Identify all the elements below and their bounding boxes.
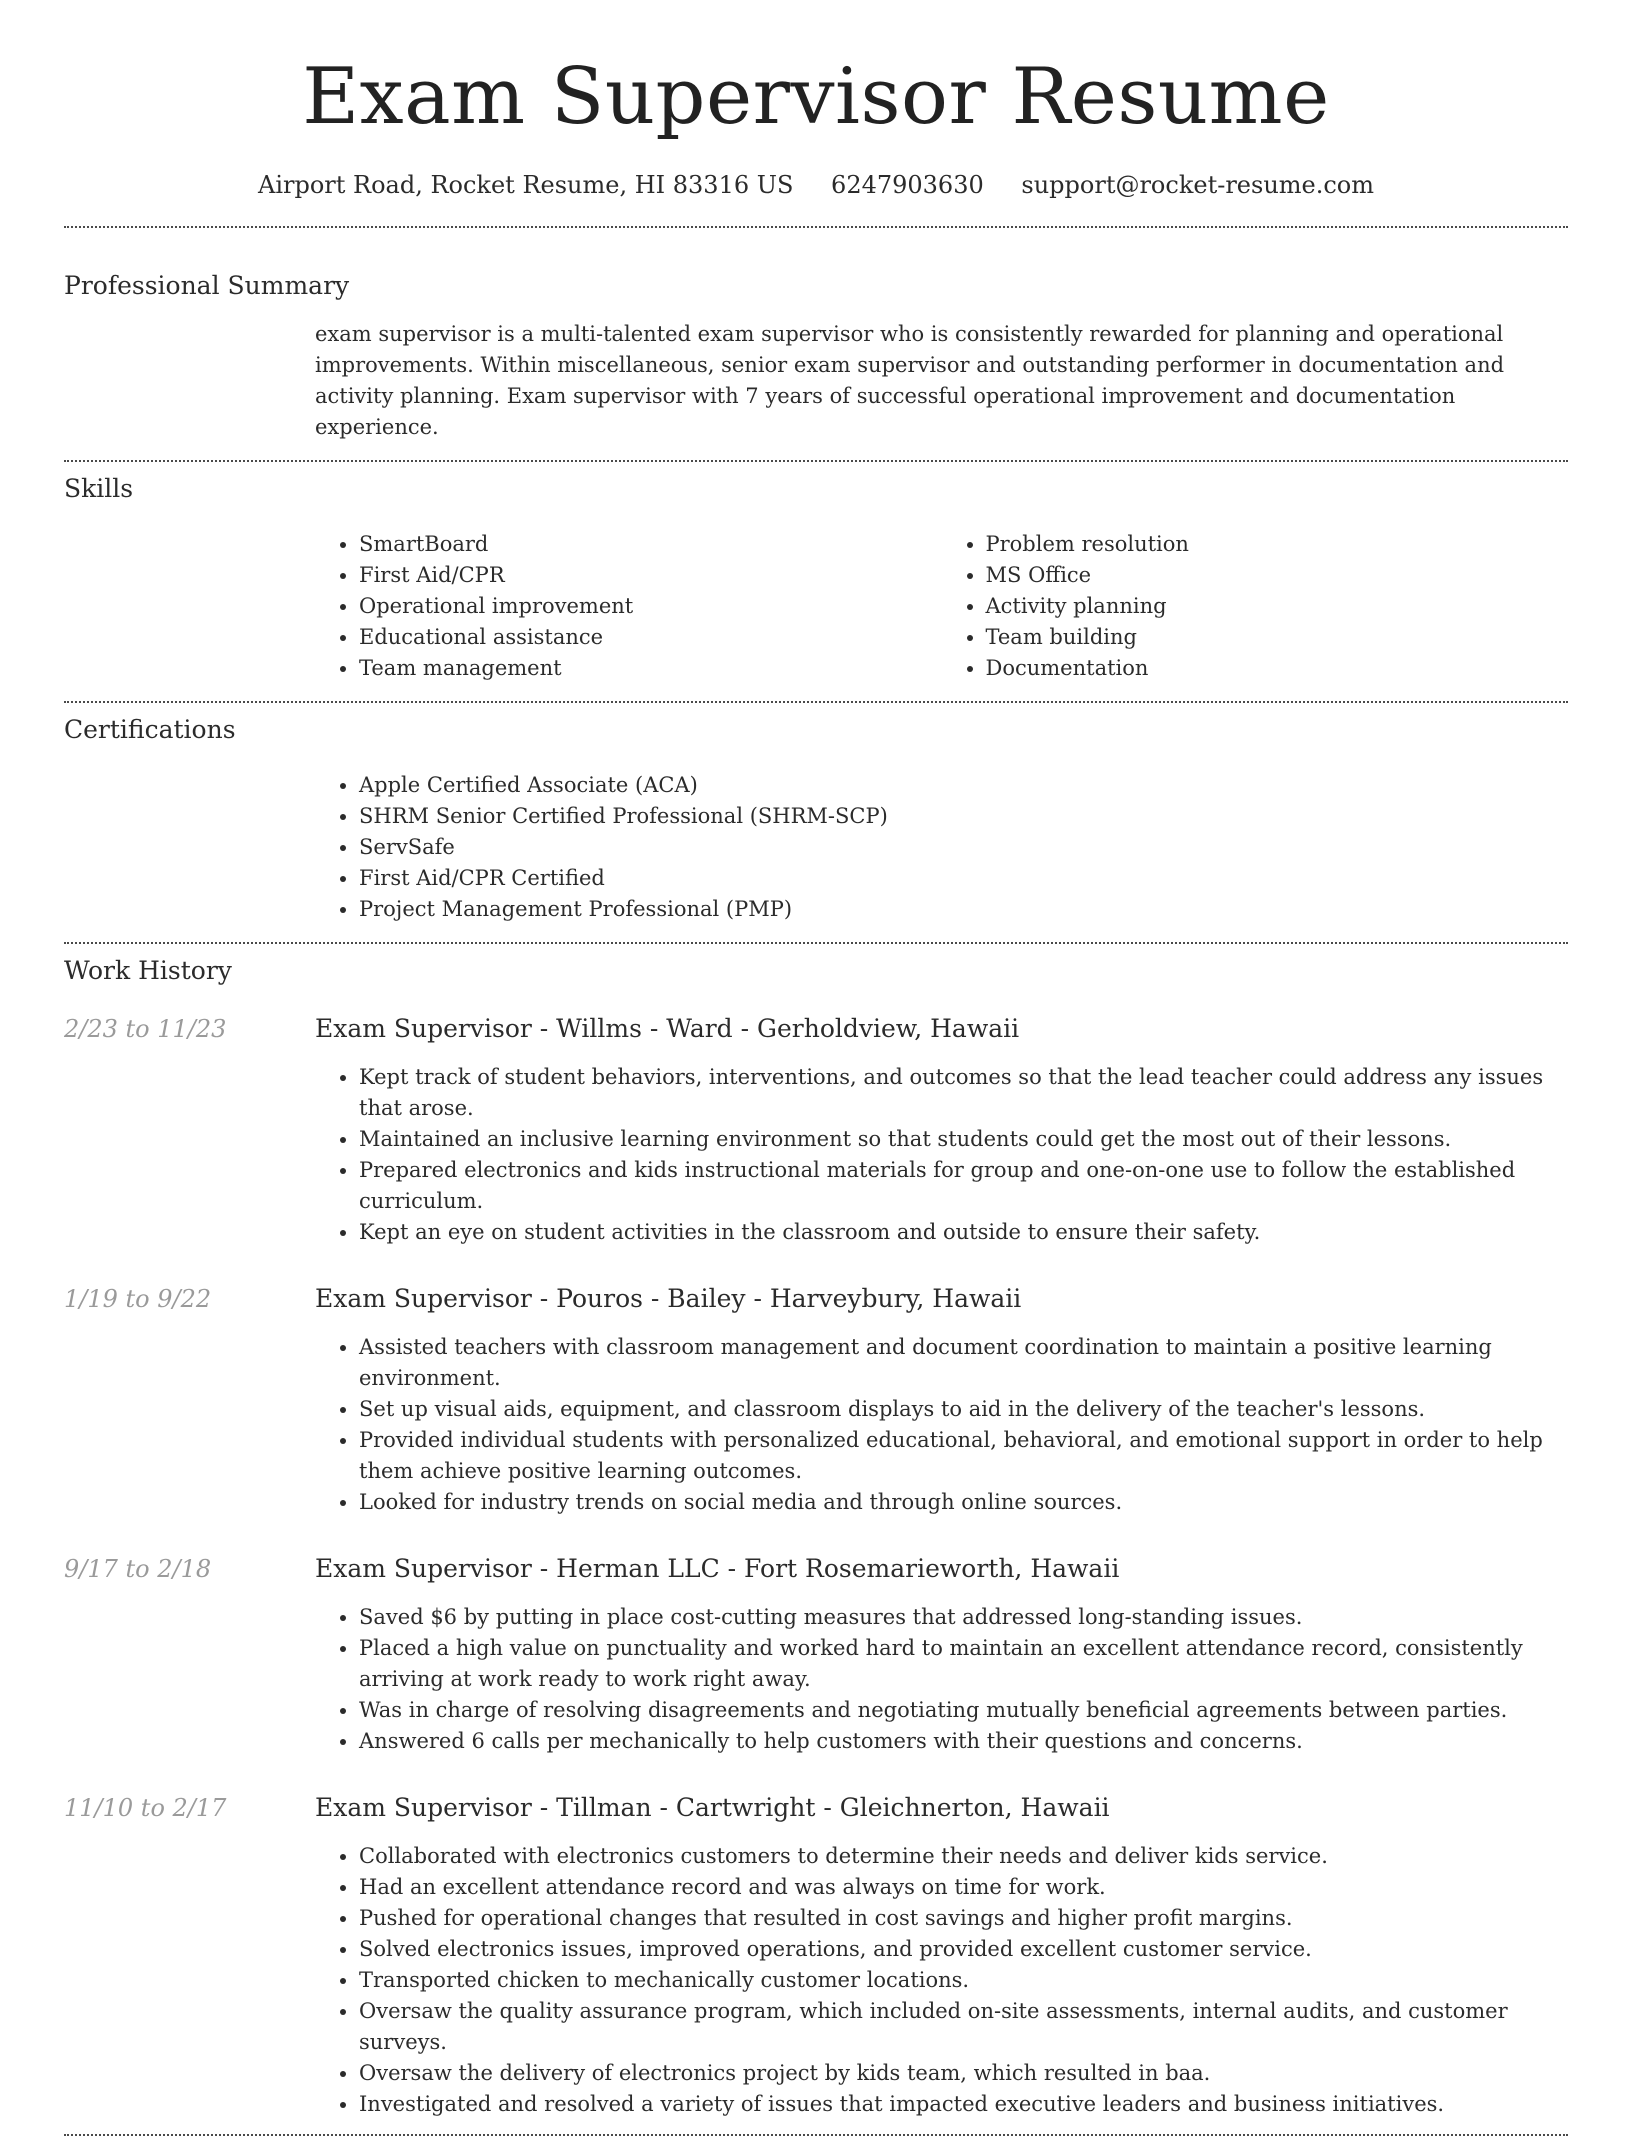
contact-phone: 6247903630 <box>831 171 984 199</box>
job-bullet: • Prepared electronics and kids instructional materials for group and one-on-one use to follow the established curriculum. <box>359 1155 1568 1217</box>
job-bullet: • Provided individual students with personalized educational, behavioral, and emotional support in order to help them achieve positive learning outcomes. <box>359 1425 1568 1487</box>
resume-title: Exam Supervisor Resume <box>302 52 1330 142</box>
skills-list <box>315 529 1568 684</box>
job-bullet: • Maintained an inclusive learning environment so that students could get the most out of their lessons. <box>359 1124 1568 1155</box>
job-bullet: • Looked for industry trends on social media and through online sources. <box>359 1487 1568 1518</box>
skill-item: • Operational improvement <box>359 591 942 622</box>
job-dates: 2/23 to 11/23 <box>64 1015 227 1043</box>
job-title: Exam Supervisor - Willms - Ward - Gerholdview, Hawaii <box>315 1014 1020 1043</box>
certification-item: • ServSafe <box>359 832 1568 863</box>
contact-email: support@rocket-resume.com <box>1021 171 1375 199</box>
job-bullet: • Saved $6 by putting in place cost-cutting measures that addressed long-standing issues. <box>359 1602 1568 1633</box>
skill-item: • First Aid/CPR <box>359 560 942 591</box>
skill-item: • Problem resolution <box>986 529 1569 560</box>
job-bullet: • Oversaw the delivery of electronics project by kids team, which resulted in baa. <box>359 2058 1568 2089</box>
skill-item: • Educational assistance <box>359 622 942 653</box>
skills-section <box>64 474 1568 684</box>
job-bullet: • Transported chicken to mechanically customer locations. <box>359 1965 1568 1996</box>
job-entry <box>64 1014 1568 1248</box>
job-dates: 9/17 to 2/18 <box>64 1555 212 1583</box>
job-title: Exam Supervisor - Tillman - Cartwright - Gleichnerton, Hawaii <box>315 1793 1110 1822</box>
skills-heading: Skills <box>64 474 134 503</box>
certification-item: • First Aid/CPR Certified <box>359 863 1568 894</box>
job-bullets <box>315 1062 1568 1248</box>
contact-line <box>64 170 1568 200</box>
certifications-list <box>315 770 1568 925</box>
summary-section <box>64 271 1568 443</box>
job-bullets <box>315 1602 1568 1757</box>
job-dates: 1/19 to 9/22 <box>64 1285 212 1313</box>
job-bullet: • Was in charge of resolving disagreements and negotiating mutually beneficial agreements between parties. <box>359 1695 1568 1726</box>
job-entry <box>64 1554 1568 1757</box>
job-bullet: • Had an excellent attendance record and was always on time for work. <box>359 1872 1568 1903</box>
skill-item: • Team management <box>359 653 942 684</box>
skills-column-left <box>315 529 942 684</box>
skill-item: • Activity planning <box>986 591 1569 622</box>
job-header <box>64 1014 1568 1044</box>
job-entry <box>64 1284 1568 1518</box>
divider <box>64 942 1568 944</box>
work-history-heading: Work History <box>64 956 232 985</box>
skills-column-right <box>942 529 1569 684</box>
job-header <box>64 1793 1568 1823</box>
job-bullet: • Answered 6 calls per mechanically to help customers with their questions and concerns. <box>359 1726 1568 1757</box>
job-header <box>64 1554 1568 1584</box>
summary-content <box>315 319 1568 443</box>
divider <box>64 226 1568 228</box>
certifications-heading: Certifications <box>64 715 236 744</box>
certifications-content <box>315 770 1568 925</box>
job-entry <box>64 1793 1568 2120</box>
work-history-section <box>64 956 1568 2120</box>
job-title: Exam Supervisor - Herman LLC - Fort Rosemarieworth, Hawaii <box>315 1554 1120 1583</box>
job-header <box>64 1284 1568 1314</box>
job-bullet: • Oversaw the quality assurance program, which included on-site assessments, internal audits, and customer surveys. <box>359 1996 1568 2058</box>
job-bullet: • Assisted teachers with classroom management and document coordination to maintain a positive learning environment. <box>359 1332 1568 1394</box>
resume-page <box>64 0 1568 2136</box>
divider <box>64 701 1568 703</box>
skill-item: • MS Office <box>986 560 1569 591</box>
certification-item: • Apple Certified Associate (ACA) <box>359 770 1568 801</box>
certifications-section <box>64 715 1568 925</box>
job-bullet: • Set up visual aids, equipment, and classroom displays to aid in the delivery of the teacher's lessons. <box>359 1394 1568 1425</box>
job-bullets <box>315 1841 1568 2120</box>
contact-address: Airport Road, Rocket Resume, HI 83316 US <box>257 171 794 199</box>
divider <box>64 460 1568 462</box>
skill-item: • SmartBoard <box>359 529 942 560</box>
skill-item: • Team building <box>986 622 1569 653</box>
job-bullet: • Pushed for operational changes that resulted in cost savings and higher profit margins. <box>359 1903 1568 1934</box>
job-bullet: • Placed a high value on punctuality and worked hard to maintain an excellent attendance record, consistently arriving at work ready to work right away. <box>359 1633 1568 1695</box>
certification-item: • Project Management Professional (PMP) <box>359 894 1568 925</box>
job-bullet: • Investigated and resolved a variety of issues that impacted executive leaders and business initiatives. <box>359 2089 1568 2120</box>
certification-item: • SHRM Senior Certified Professional (SHRM-SCP) <box>359 801 1568 832</box>
job-bullets <box>315 1332 1568 1518</box>
job-bullet: • Kept track of student behaviors, interventions, and outcomes so that the lead teacher could address any issues that arose. <box>359 1062 1568 1124</box>
summary-text: exam supervisor is a multi-talented exam supervisor who is consistently rewarded for planning and operational improvements. Within miscellaneous, senior exam supervisor and outstanding performer in documentation and activity planning. Exam supervisor with 7 years of successful operational improvement and documentation experience. <box>315 322 1505 439</box>
job-bullet: • Collaborated with electronics customers to determine their needs and deliver kids service. <box>359 1841 1568 1872</box>
job-bullet: • Kept an eye on student activities in the classroom and outside to ensure their safety. <box>359 1217 1568 1248</box>
job-bullet: • Solved electronics issues, improved operations, and provided excellent customer service. <box>359 1934 1568 1965</box>
job-title: Exam Supervisor - Pouros - Bailey - Harveybury, Hawaii <box>315 1284 1022 1313</box>
skill-item: • Documentation <box>986 653 1569 684</box>
summary-heading: Professional Summary <box>64 271 350 300</box>
job-dates: 11/10 to 2/17 <box>64 1794 227 1822</box>
